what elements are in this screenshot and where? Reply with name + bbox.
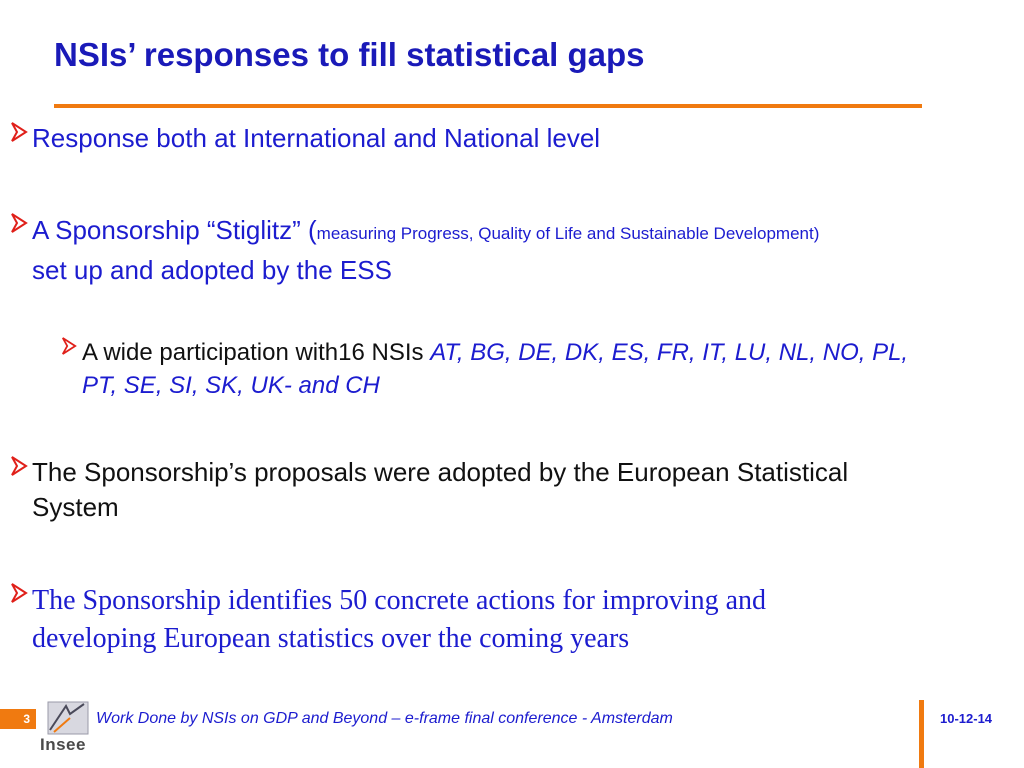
footer-date: 10-12-14 (940, 711, 993, 726)
page-number: 3 (0, 709, 36, 729)
arrow-bullet-icon (56, 336, 82, 356)
bullet-4-text: The Sponsorship’s proposals were adopted by the European Statistical System (32, 457, 849, 522)
footer-text: Work Done by NSIs on GDP and Beyond – e-frame final conference - Amsterdam (96, 710, 673, 727)
bullet-1-text: Response both at International and National level (32, 123, 601, 153)
slide-title: NSIs’ responses to fill statistical gaps (54, 36, 645, 73)
title-underline (54, 104, 922, 108)
bullet-3-prefix: A wide participation with16 NSIs (82, 339, 431, 366)
bullet-2-small: measuring Progress, Quality of Life and Sustainable Development) (316, 224, 820, 243)
arrow-bullet-icon (6, 212, 32, 234)
bullet-3-text (82, 336, 916, 402)
bullet-3-countries: AT, BG, DE, DK, ES, FR, IT, LU, NL, NO, PL, PT, SE, SI, SK, UK- and CH (82, 339, 909, 399)
bullet-2 (6, 212, 846, 288)
bullet-5-text: The Sponsorship identifies 50 concrete actions for improving and developing European statistics over the coming years (32, 585, 767, 654)
bullet-5 (6, 582, 886, 658)
bullet-4 (6, 455, 866, 525)
bullet-1 (6, 121, 600, 155)
arrow-bullet-icon (6, 455, 32, 477)
bullet-3 (56, 336, 916, 402)
bullet-2-main: A Sponsorship “Stiglitz” ( (32, 215, 317, 245)
footer-divider (919, 700, 924, 768)
arrow-bullet-icon (6, 121, 32, 143)
arrow-bullet-icon (6, 582, 32, 604)
bullet-2-tail: set up and adopted by the ESS (32, 255, 392, 285)
logo-text: Insee (40, 735, 86, 754)
bullet-2-text (32, 212, 846, 288)
